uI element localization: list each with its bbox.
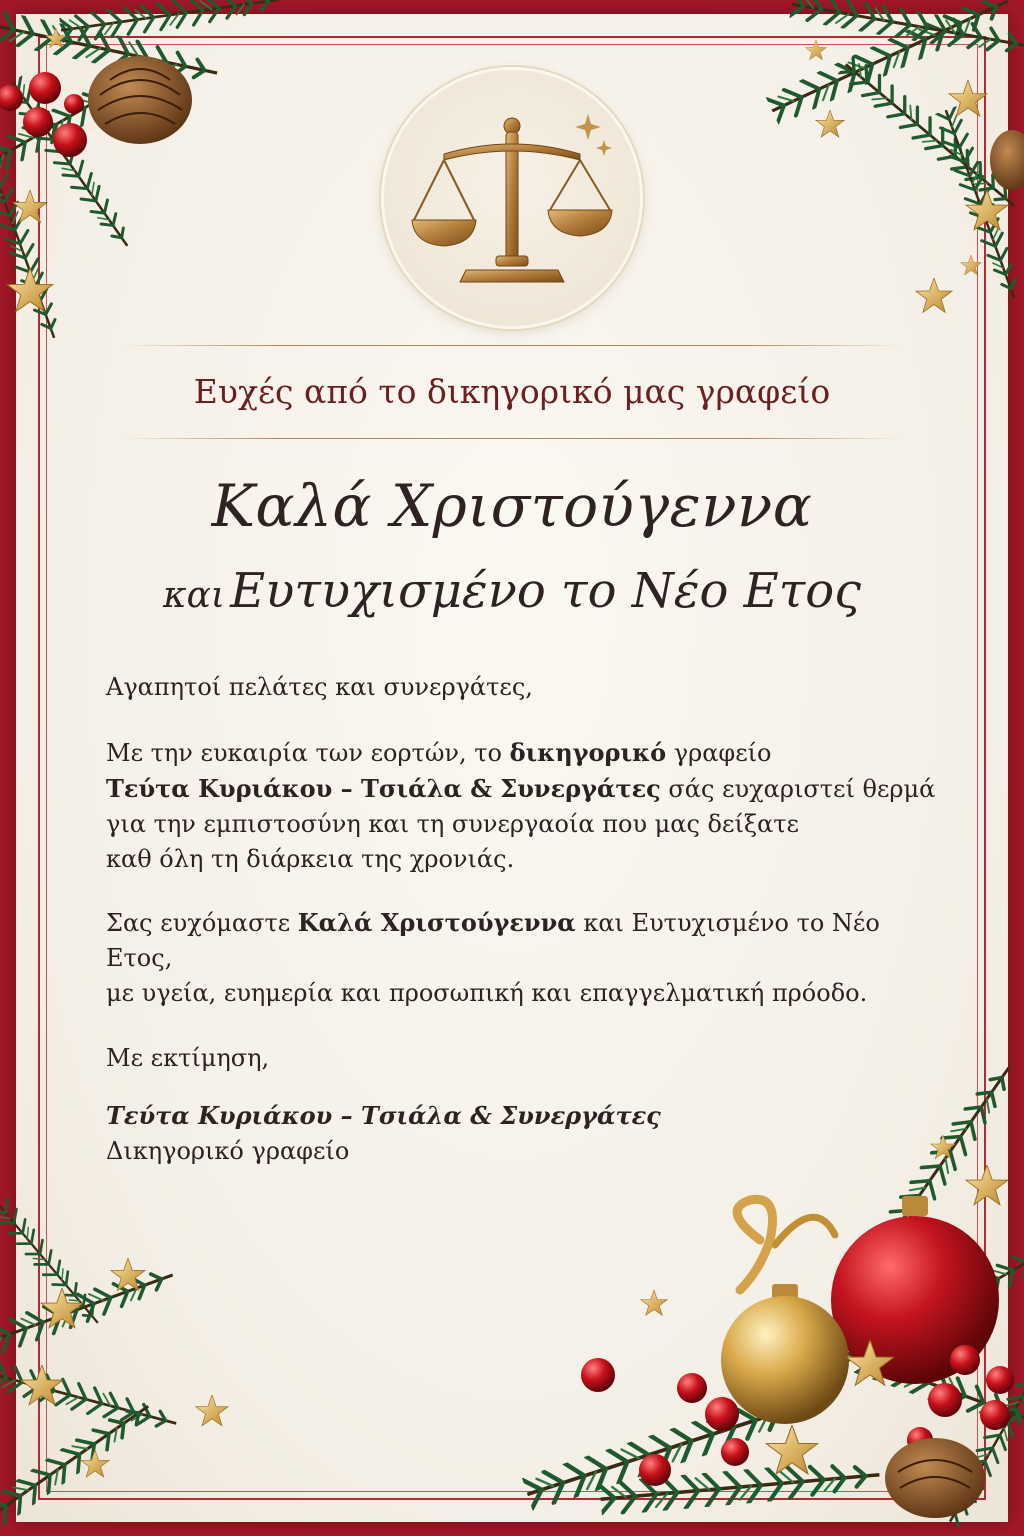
paragraph-wishes — [106, 905, 936, 1011]
gold-ribbon — [737, 1199, 835, 1290]
title-happy-new-year — [0, 563, 1024, 619]
text-span: καθ όλη τη διάρκεια της χρονιάς. — [106, 845, 515, 873]
text-bold: Καλά Χριστούγεννα — [297, 908, 576, 937]
firm-name-bold: Τεύτα Κυριάκου – Τσιάλα & Συνεργάτες — [106, 774, 661, 803]
text-span: Σας ευχόμαστε — [106, 909, 298, 937]
pine-cone-icon — [88, 56, 192, 144]
gold-ornament-ball-icon — [721, 1284, 849, 1424]
title-merry-christmas: Καλά Χριστούγεννα — [211, 472, 813, 540]
title-new-year-main: Ευτυχισμένο το Νέο Ετος — [230, 563, 862, 619]
signature-name: Τεύτα Κυριάκου – Τσιάλα & Συνεργάτες — [106, 1101, 661, 1130]
top-right-pine-garland — [766, 0, 1024, 302]
text-span: και — [575, 909, 632, 937]
gold-stars — [7, 28, 66, 311]
signature-title: Δικηγορικό γραφείο — [106, 1137, 350, 1165]
text-span: με υγεία, ευημερία και προσωπική και επαγγελματική πρόοδο. — [106, 979, 868, 1007]
text-span: Ευτυχισμένο το Νέο Ετος — [106, 909, 880, 972]
divider-top — [120, 345, 904, 346]
closing-line: Με εκτίμηση, — [106, 1044, 270, 1072]
emblem-medallion — [384, 70, 640, 326]
pine-cone-icon — [990, 130, 1024, 190]
text-bold: δικηγορικό — [509, 738, 667, 767]
pine-cone-icon — [885, 1438, 985, 1518]
scales-of-justice-icon — [384, 70, 640, 326]
text-span: για την εμπιστοσύνη και τη συνεργαοία που μας δείξατε — [106, 810, 799, 838]
letter-body — [106, 670, 936, 1169]
text-span: Με την ευκαιρία των εορτών, το — [106, 739, 510, 767]
bottom-left-pine-garland — [0, 1178, 180, 1536]
greeting-line: Αγαπητοί πελάτες και συνεργάτες, — [106, 673, 533, 701]
title-prefix: και — [162, 575, 226, 616]
text-span: σάς ευχαριστεί θερμά — [660, 775, 936, 803]
signature-block — [106, 1098, 936, 1169]
text-span: γραφείο — [666, 739, 772, 767]
subtitle: Ευχές από το δικηγορικό μας γραφείο — [193, 372, 831, 411]
paragraph-thanks — [106, 735, 936, 877]
text-span: , — [164, 944, 173, 972]
divider-bottom — [120, 438, 904, 439]
